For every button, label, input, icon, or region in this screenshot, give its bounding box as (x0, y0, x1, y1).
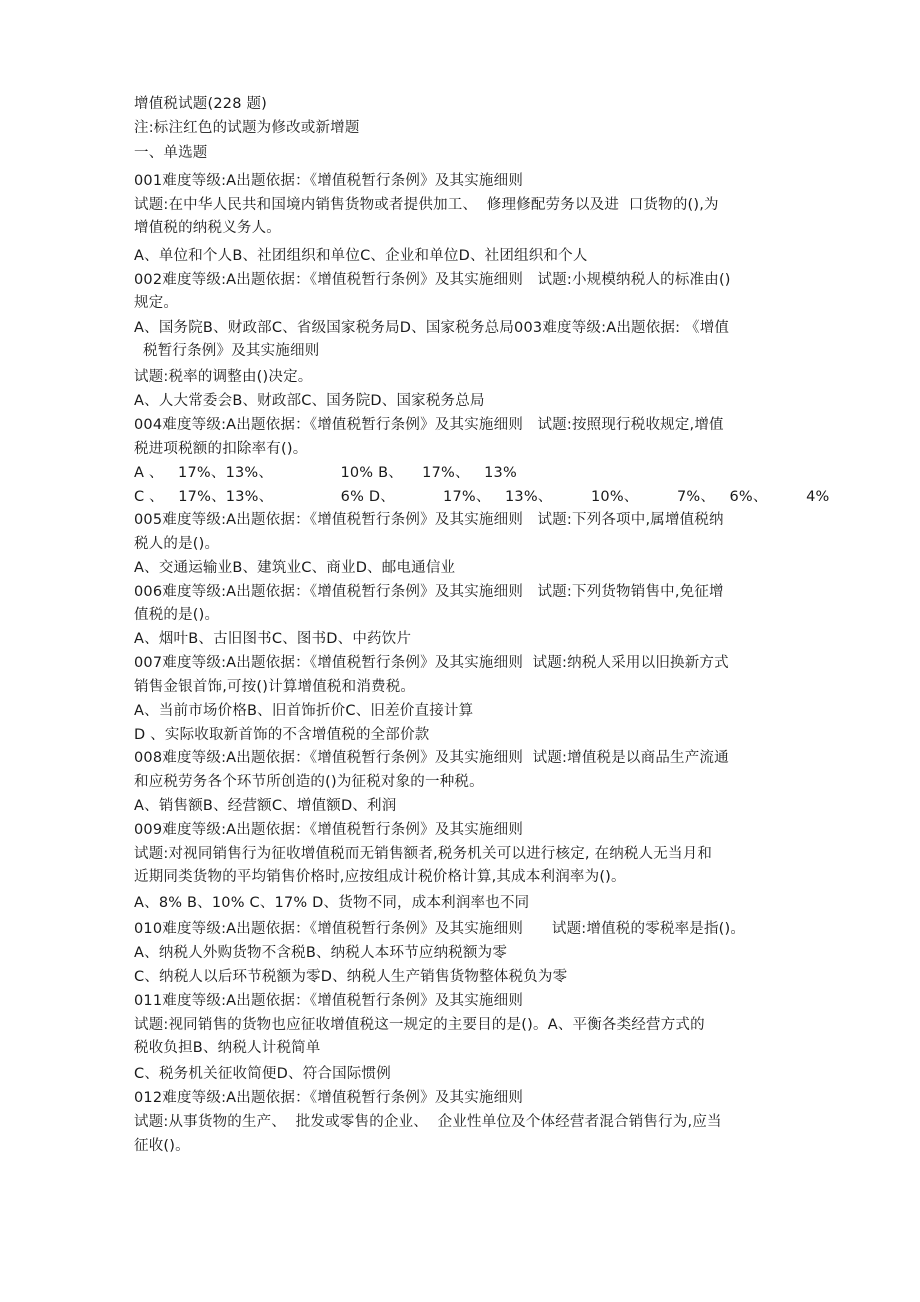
answer-options: A、纳税人外购货物不含税B、纳税人本环节应纳税额为零 (134, 945, 508, 961)
question-header: 税暂行条例》及其实施细则 (143, 343, 320, 359)
question-text: 试题:税率的调整由()决定。 (134, 369, 313, 385)
answer-options: A、人大常委会B、财政部C、国务院D、国家税务总局 (134, 393, 485, 409)
question-header: 008难度等级:A出题依据：《增值税暂行条例》及其实施细则 试题:增值税是以商品生产流通 (134, 750, 729, 766)
section-heading: 一、单选题 (134, 145, 208, 161)
question-text: 试题:视同销售的货物也应征收增值税这一规定的主要目的是()。A、平衡各类经营方式的 (134, 1017, 705, 1033)
question-header: 011难度等级:A出题依据：《增值税暂行条例》及其实施细则 (134, 993, 524, 1009)
question-header: 002难度等级:A出题依据：《增值税暂行条例》及其实施细则 试题:小规模纳税人的标准由() (134, 272, 731, 288)
question-header: 009难度等级:A出题依据：《增值税暂行条例》及其实施细则 (134, 822, 524, 838)
question-text: 税进项税额的扣除率有()。 (134, 441, 308, 457)
question-text: 规定。 (134, 295, 179, 311)
answer-options: D 、实际收取新首饰的不含增值税的全部价款 (134, 727, 430, 743)
answer-options: C、纳税人以后环节税额为零D、纳税人生产销售货物整体税负为零 (134, 969, 568, 985)
question-text: 征收()。 (134, 1138, 190, 1154)
document-title: 增值税试题(228 题) (134, 96, 267, 112)
answer-options: A、烟叶B、古旧图书C、图书D、中药饮片 (134, 631, 412, 647)
question-header: 004难度等级:A出题依据：《增值税暂行条例》及其实施细则 试题:按照现行税收规定,增值 (134, 417, 724, 433)
question-text: 试题:在中华人民共和国境内销售货物或者提供加工、 修理修配劳务以及进 口货物的(),为 (134, 197, 719, 213)
question-text: 试题:从事货物的生产、 批发或零售的企业、 企业性单位及个体经营者混合销售行为,应当 (134, 1114, 722, 1130)
answer-options: C 、 17%、13%、 6% D、 17%、 13%、 10%、 7%、 6%、 4% (134, 489, 830, 505)
question-text: 近期同类货物的平均销售价格时,应按组成计税价格计算,其成本利润率为()。 (134, 869, 626, 885)
answer-options: 税收负担B、纳税人计税简单 (134, 1040, 321, 1056)
answer-options: A、8% B、10% C、17% D、货物不同，成本利润率也不同 (134, 895, 530, 911)
question-text: 销售金银首饰,可按()计算增值税和消费税。 (134, 679, 416, 695)
answer-options: A 、 17%、13%、 10% B、 17%、 13% (134, 465, 517, 481)
question-text: 试题:对视同销售行为征收增值税而无销售额者,税务机关可以进行核定, 在纳税人无当月和 (134, 846, 713, 862)
question-text: 税人的是()。 (134, 536, 220, 552)
question-header: 007难度等级:A出题依据：《增值税暂行条例》及其实施细则 试题:纳税人采用以旧换新方式 (134, 655, 729, 671)
answer-options: A、当前市场价格B、旧首饰折价C、旧差价直接计算 (134, 703, 474, 719)
answer-options: A、单位和个人B、社团组织和单位C、企业和单位D、社团组织和个人 (134, 248, 588, 264)
question-header: 005难度等级:A出题依据：《增值税暂行条例》及其实施细则 试题:下列各项中,属增值税纳 (134, 512, 724, 528)
answer-options: A、交通运输业B、建筑业C、商业D、邮电通信业 (134, 560, 456, 576)
question-text: 值税的是()。 (134, 607, 220, 623)
answer-options: A、国务院B、财政部C、省级国家税务局D、国家税务总局003难度等级:A出题依据: 《增值 (134, 320, 730, 336)
question-header: 006难度等级:A出题依据：《增值税暂行条例》及其实施细则 试题:下列货物销售中,免征增 (134, 584, 724, 600)
question-text: 增值税的纳税义务人。 (134, 220, 281, 236)
answer-options: C、税务机关征收简便D、符合国际惯例 (134, 1066, 391, 1082)
question-text: 和应税劳务各个环节所创造的()为征税对象的一种税。 (134, 774, 484, 790)
question-header: 012难度等级:A出题依据：《增值税暂行条例》及其实施细则 (134, 1090, 524, 1106)
question-header: 001难度等级:A出题依据：《增值税暂行条例》及其实施细则 (134, 173, 524, 189)
answer-options: A、销售额B、经营额C、增值额D、利润 (134, 798, 397, 814)
question-header: 010难度等级:A出题依据：《增值税暂行条例》及其实施细则 试题:增值税的零税率是指()。 (134, 921, 746, 937)
document-note: 注:标注红色的试题为修改或新增题 (134, 120, 360, 136)
